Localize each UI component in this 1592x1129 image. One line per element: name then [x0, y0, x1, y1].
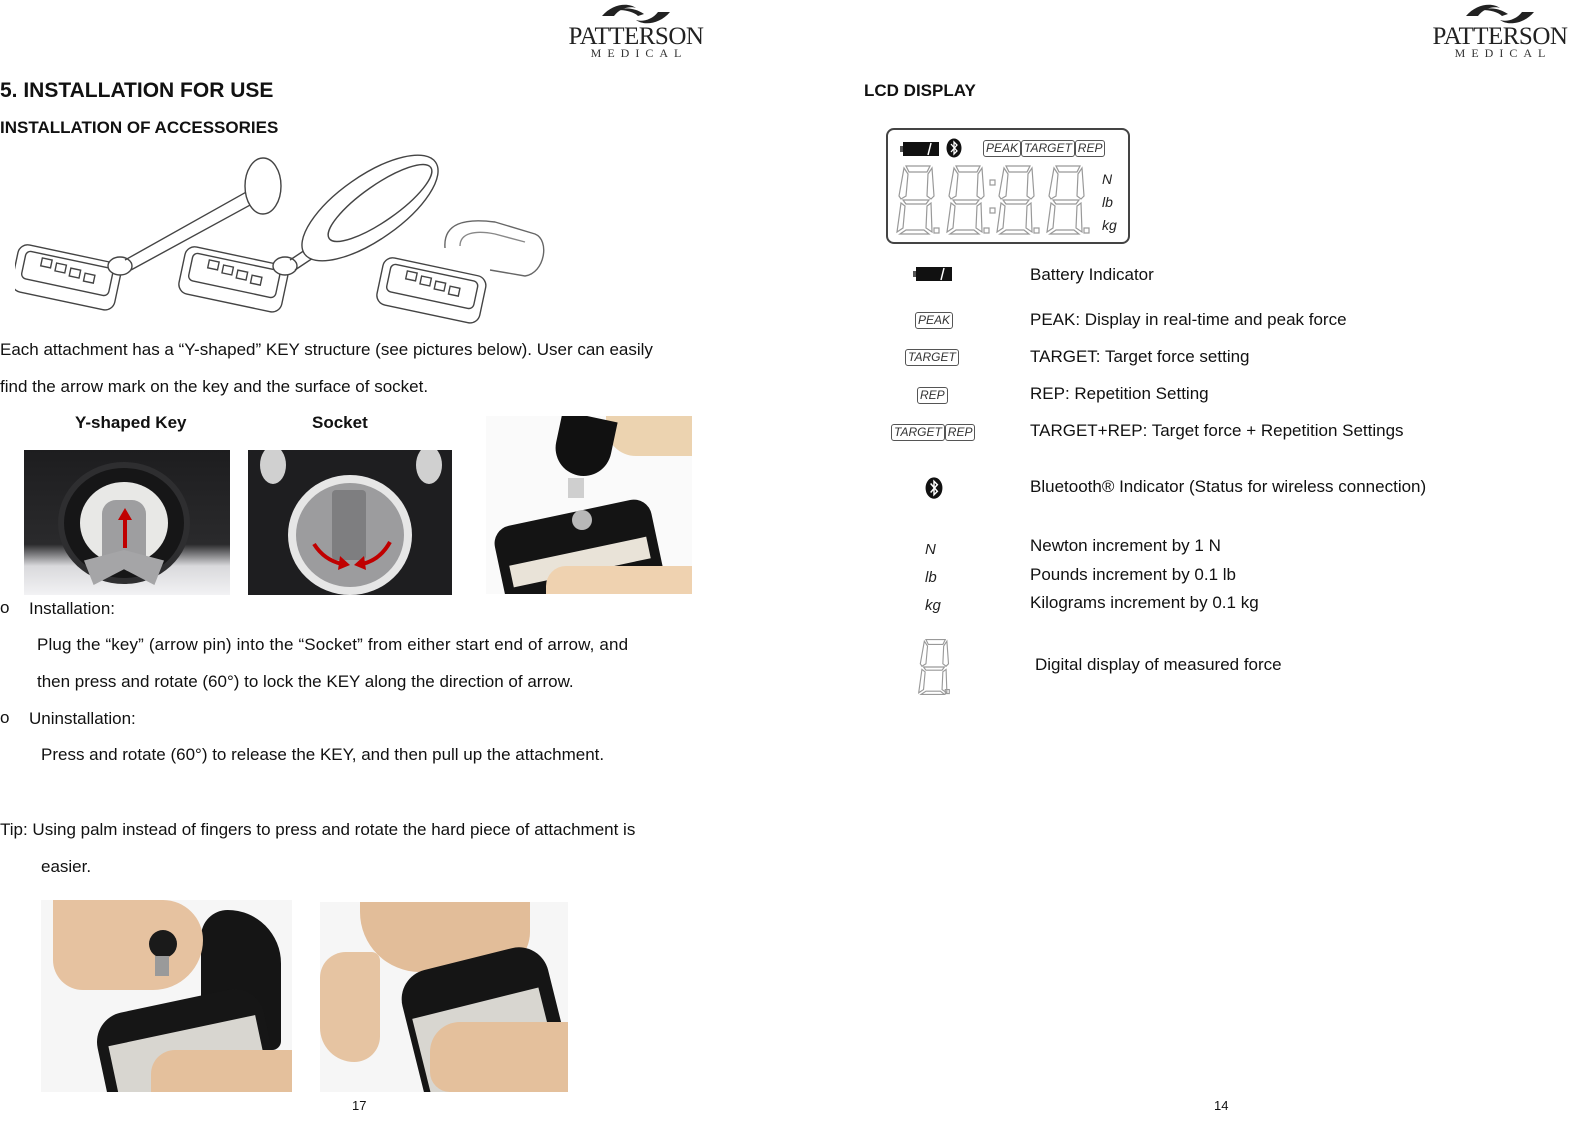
installation-label: Installation: — [29, 599, 115, 618]
insertion-photo — [486, 416, 692, 594]
intro-line-2: find the arrow mark on the key and the surface of socket. — [0, 377, 429, 396]
palm-press-photo-2 — [320, 902, 568, 1092]
seven-segment-digit-icon — [914, 638, 954, 696]
lcd-tag-peak: PEAK — [983, 140, 1021, 157]
bluetooth-icon — [925, 476, 943, 500]
legend-kilograms-text: Kilograms increment by 0.1 kg — [1030, 593, 1259, 612]
logo-brand: PATTERSON — [568, 23, 704, 50]
legend-digit-text: Digital display of measured force — [1035, 655, 1282, 674]
arrow-up-icon — [118, 508, 132, 548]
lcd-unit-kg: kg — [1102, 217, 1117, 233]
battery-icon — [913, 265, 955, 283]
bullet-marker-uninstallation: o — [0, 708, 10, 727]
seven-segment-digits — [896, 164, 1096, 236]
legend-peak-text: PEAK: Display in real-time and peak force — [1030, 310, 1347, 329]
lcd-tags — [983, 139, 1105, 157]
bluetooth-icon — [946, 138, 962, 158]
caption-socket: Socket — [312, 413, 368, 432]
lcd-units — [1102, 168, 1117, 237]
battery-icon — [900, 140, 942, 158]
legend-newton-text: Newton increment by 1 N — [1030, 536, 1221, 555]
attachments-illustration — [15, 148, 555, 328]
units-icons — [925, 536, 941, 620]
legend-rep-text: REP: Repetition Setting — [1030, 384, 1209, 403]
unit-kg-icon: kg — [925, 597, 941, 614]
target-rep-tag-icon: TARGET REP — [891, 423, 975, 441]
installation-line-1: Plug the “key” (arrow pin) into the “Socket” from either start end of arrow, and — [37, 635, 629, 654]
lcd-tag-target: TARGET — [1021, 140, 1075, 157]
legend-bluetooth-text: Bluetooth® Indicator (Status for wireless connection) — [1030, 477, 1427, 496]
socket-photo — [248, 450, 452, 595]
unit-lb-icon: lb — [925, 569, 937, 586]
peak-tag-icon: PEAK — [915, 311, 953, 329]
uninstallation-line-1: Press and rotate (60°) to release the KEY, and then pull up the attachment. — [41, 745, 605, 764]
page-number-right: 14 — [1214, 1098, 1229, 1113]
lcd-unit-lb: lb — [1102, 194, 1113, 210]
intro-line-1: Each attachment has a “Y-shaped” KEY structure (see pictures below). User can easily — [0, 340, 653, 359]
unit-n-icon: N — [925, 541, 936, 558]
logo-sub: MEDICAL — [1454, 46, 1552, 60]
legend-pounds-text: Pounds increment by 0.1 lb — [1030, 565, 1237, 584]
lcd-panel — [886, 128, 1130, 244]
logo-brand: PATTERSON — [1432, 23, 1568, 50]
palm-press-photo-1 — [41, 900, 292, 1092]
target-tag-icon: TARGET — [905, 348, 959, 366]
lcd-unit-n: N — [1102, 171, 1113, 187]
bullet-marker-installation: o — [0, 598, 10, 617]
patterson-logo-right — [1430, 0, 1570, 62]
installation-line-2: then press and rotate (60°) to lock the KEY along the direction of arrow. — [37, 672, 574, 691]
legend-target-text: TARGET: Target force setting — [1030, 347, 1250, 366]
tip-line-1: Tip: Using palm instead of fingers to press and rotate the hard piece of attachment is — [0, 820, 636, 839]
legend-target-rep-text: TARGET+REP: Target force + Repetition Settings — [1030, 421, 1404, 440]
tip-line-2: easier. — [41, 857, 92, 876]
uninstallation-label: Uninstallation: — [29, 709, 136, 728]
section-title: 5. INSTALLATION FOR USE — [0, 79, 274, 102]
patterson-logo — [566, 0, 706, 62]
logo-sub: MEDICAL — [590, 46, 688, 60]
lcd-display-title: LCD DISPLAY — [864, 81, 976, 100]
page-number-left: 17 — [352, 1098, 367, 1113]
lcd-tag-rep: REP — [1075, 140, 1106, 157]
rep-tag-icon: REP — [917, 386, 948, 404]
rotate-arrows-icon — [310, 538, 394, 570]
caption-key: Y-shaped Key — [75, 413, 187, 432]
y-shaped-key-photo — [24, 450, 230, 595]
subsection-title: INSTALLATION OF ACCESSORIES — [0, 118, 279, 137]
legend-battery-text: Battery Indicator — [1030, 265, 1154, 284]
